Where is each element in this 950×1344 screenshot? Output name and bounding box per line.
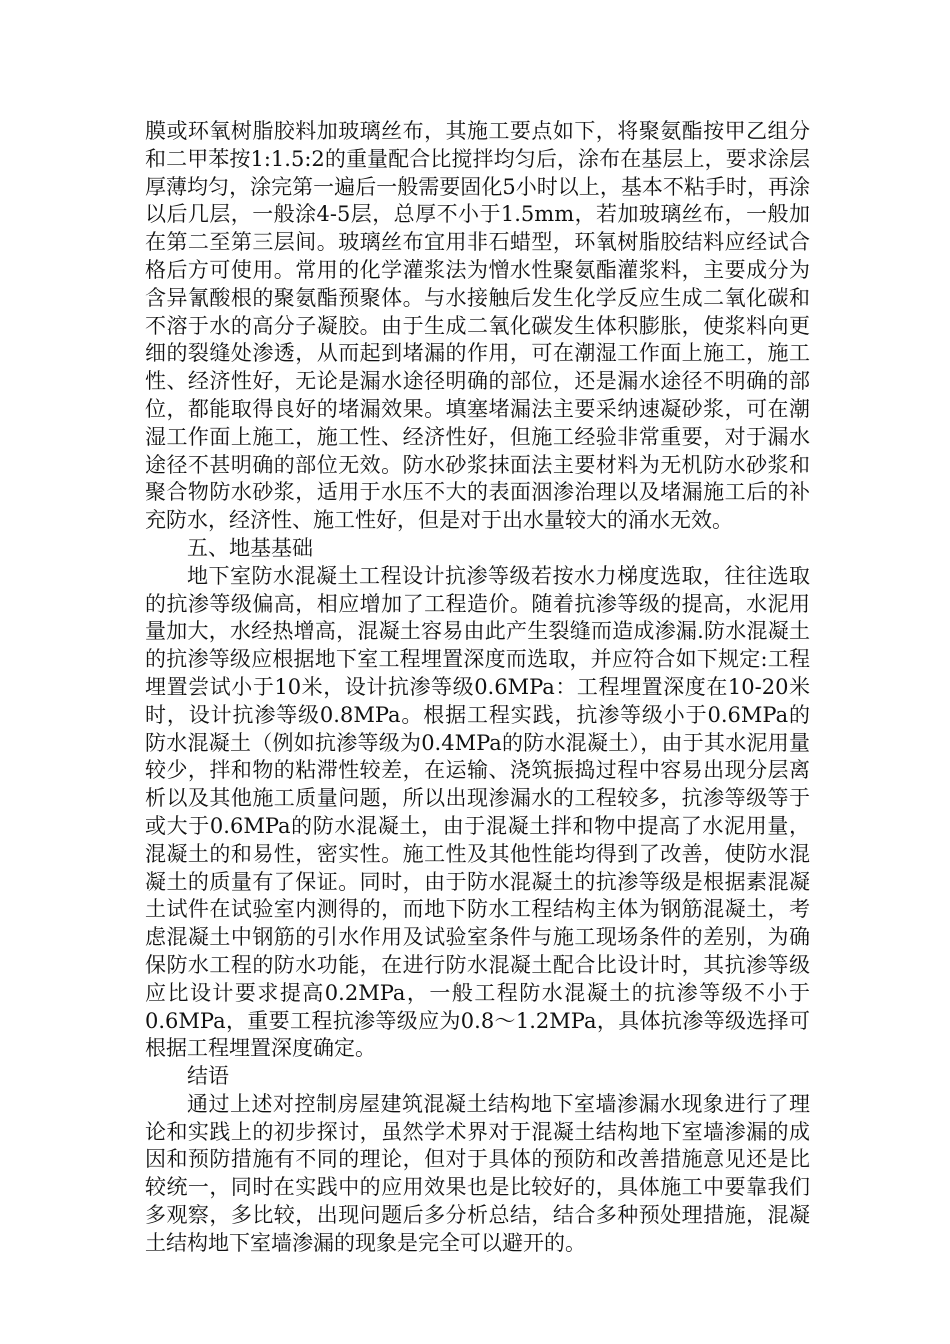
- body-paragraph-foundation: 地下室防水混凝土工程设计抗渗等级若按水力梯度选取，往往选取的抗渗等级偏高，相应增加了工程造价。随着抗渗等级的提高，水泥用量加大，水经热增高，混凝土容易由此产生裂缝而造成渗漏.防水混凝土的抗渗等级应根据地下室工程埋置深度而选取，并应符合如下规定:工程埋置尝试小于10米，设计抗渗等级0.6MPa：工程埋置深度在10-20米时，设计抗渗等级0.8MPa。根据工程实践，抗渗等级小于0.6MPa的防水混凝土（例如抗渗等级为0.4MPa的防水混凝土），由于其水泥用量较少，拌和物的粘滞性较差，在运输、浇筑振捣过程中容易出现分层离析以及其他施工质量问题，所以出现渗漏水的工程较多，抗渗等级等于或大于0.6MPa的防水混凝土，由于混凝土拌和物中提高了水泥用量，混凝土的和易性，密实性。施工性及其他性能均得到了改善，使防水混凝土的质量有了保证。同时，由于防水混凝土的抗渗等级是根据素混凝土试件在试验室内测得的，而地下防水工程结构主体为钢筋混凝土，考虑混凝土中钢筋的引水作用及试验室条件与施工现场条件的差别，为确保防水工程的防水功能，在进行防水混凝土配合比设计时，其抗渗等级应比设计要求提高0.2MPa，一般工程防水混凝土的抗渗等级不小于0.6MPa，重要工程抗渗等级应为0.8～1.2MPa，具体抗渗等级选择可根据工程埋置深度确定。: [145, 563, 810, 1061]
- section-heading-conclusion: 结语: [187, 1064, 229, 1089]
- body-paragraph-conclusion: 通过上述对控制房屋建筑混凝土结构地下室墙渗漏水现象进行了理论和实践上的初步探讨，虽然学术界对于混凝土结构地下室墙渗漏的成因和预防措施有不同的理论，但对于具体的预防和改善措施意见还是比较统一，同时在实践中的应用效果也是比较好的，具体施工中要靠我们多观察，多比较，出现问题后多分析总结，结合多种预处理措施，混凝土结构地下室墙渗漏的现象是完全可以避开的。: [145, 1091, 810, 1255]
- body-paragraph-continued: 膜或环氧树脂胶料加玻璃丝布，其施工要点如下，将聚氨酯按甲乙组分和二甲苯按1:1.5:2的重量配合比搅拌均匀后，涂布在基层上，要求涂层厚薄均匀，涂完第一遍后一般需要固化5小时以上，基本不粘手时，再涂以后几层，一般涂4-5层，总厚不小于1.5mm，若加玻璃丝布，一般加在第二至第三层间。玻璃丝布宜用非石蜡型，环氧树脂胶结料应经试合格后方可使用。常用的化学灌浆法为憎水性聚氨酯灌浆料，主要成分为含异氰酸根的聚氨酯预聚体。与水接触后发生化学反应生成二氧化碳和不溶于水的高分子凝胶。由于生成二氧化碳发生体积膨胀，使浆料向更细的裂缝处渗透，从而起到堵漏的作用，可在潮湿工作面上施工，施工性、经济性好，无论是漏水途径明确的部位，还是漏水途径不明确的部位，都能取得良好的堵漏效果。填塞堵漏法主要采纳速凝砂浆，可在潮湿工作面上施工，施工性、经济性好，但施工经验非常重要，对于漏水途径不甚明确的部位无效。防水砂浆抹面法主要材料为无机防水砂浆和聚合物防水砂浆，适用于水压不大的表面洇渗治理以及堵漏施工后的补充防水，经济性、施工性好，但是对于出水量较大的涌水无效。: [145, 119, 810, 533]
- section-heading-foundation: 五、地基基础: [187, 535, 313, 560]
- document-page: [145, 118, 810, 1258]
